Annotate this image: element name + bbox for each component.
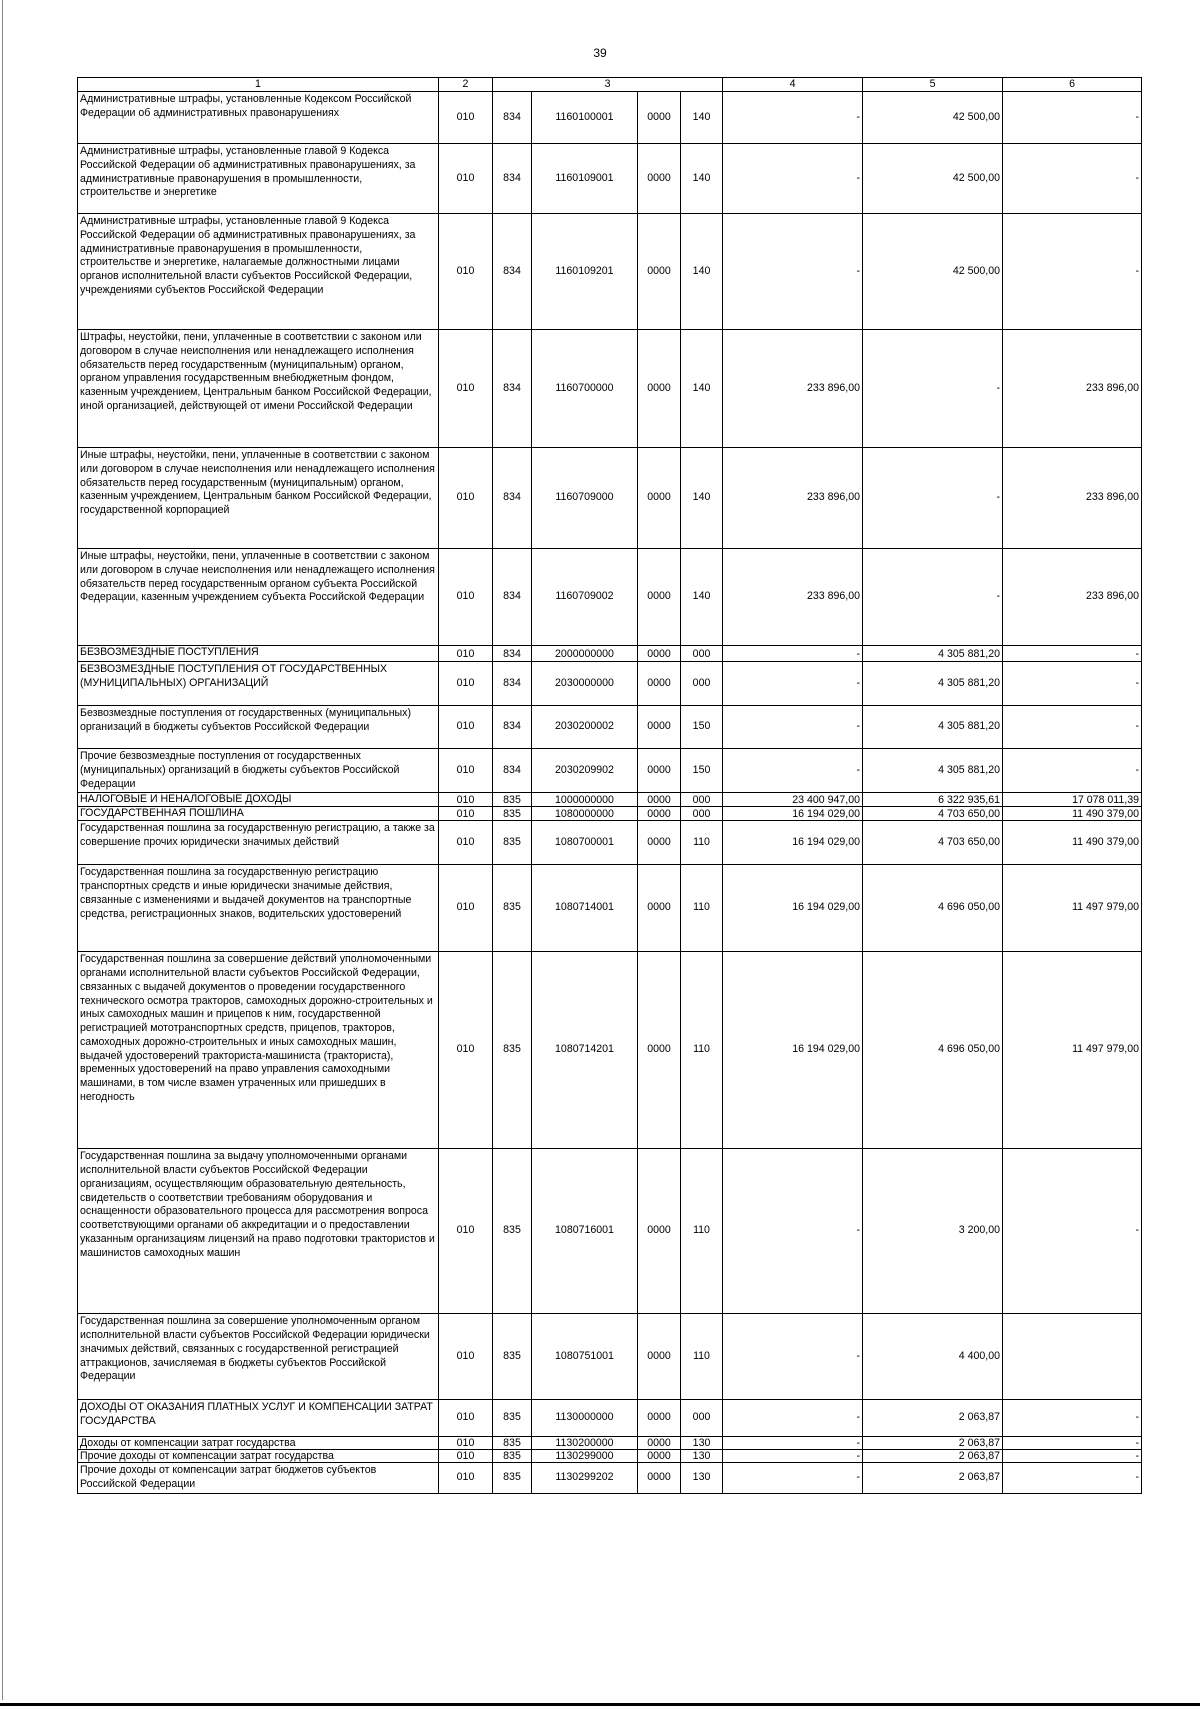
row-class-code: 140 — [681, 144, 723, 214]
row-description: НАЛОГОВЫЕ И НЕНАЛОГОВЫЕ ДОХОДЫ — [78, 793, 439, 807]
row-description: Прочие безвозмездные поступления от государственных (муниципальных) организаций в бюджеты субъектов Российской Федерации — [78, 749, 439, 793]
row-class-code: 000 — [681, 662, 723, 706]
row-value-col5: 4 400,00 — [863, 1314, 1003, 1400]
table-row — [78, 793, 1142, 807]
row-description: Доходы от компенсации затрат государства — [78, 1437, 439, 1450]
row-value-col4: 233 896,00 — [723, 549, 863, 646]
row-class-code: 110 — [681, 952, 723, 1149]
row-description: Прочие доходы от компенсации затрат бюджетов субъектов Российской Федерации — [78, 1463, 439, 1494]
row-value-col4: - — [723, 646, 863, 662]
table-row — [78, 214, 1142, 330]
row-description: Государственная пошлина за государственную регистрацию транспортных средств и иные юридически значимые действия, связанные с изменениями и выдачей документов на транспортные средства, регистрационных знаков, водительских удостоверений — [78, 865, 439, 952]
row-admin-code: 835 — [493, 1314, 532, 1400]
row-revenue-code: 1160709000 — [532, 448, 638, 549]
row-subcode: 0000 — [638, 793, 681, 807]
row-value-col5: 4 703 650,00 — [863, 807, 1003, 821]
row-subcode: 0000 — [638, 821, 681, 865]
row-description: Иные штрафы, неустойки, пени, уплаченные в соответствии с законом или договором в случае неисполнения или ненадлежащего исполнения обязательств перед государственным (муниципальным) органом, казенным учреждением, Центральным банком Российской Федерации, государственной корпорацией — [78, 448, 439, 549]
row-description: Государственная пошлина за совершение уполномоченным органом исполнительной власти субъектов Российской Федерации юридически значимых действий, связанных с государственной регистрацией аттракционов, зачисляемая в бюджеты субъектов Российской Федерации — [78, 1314, 439, 1400]
row-value-col5: - — [863, 448, 1003, 549]
row-admin-code: 835 — [493, 1149, 532, 1314]
row-col2-code: 010 — [439, 1400, 493, 1437]
row-value-col5: 4 305 881,20 — [863, 662, 1003, 706]
row-value-col6: - — [1003, 646, 1142, 662]
table-row — [78, 807, 1142, 821]
row-class-code: 140 — [681, 92, 723, 144]
row-col2-code: 010 — [439, 214, 493, 330]
row-subcode: 0000 — [638, 448, 681, 549]
row-description: Иные штрафы, неустойки, пени, уплаченные в соответствии с законом или договором в случае неисполнения или ненадлежащего исполнения обязательств перед государственным органом субъекта Российской Федерации, казенным учреждением субъекта Российской Федерации — [78, 549, 439, 646]
row-value-col4: 16 194 029,00 — [723, 952, 863, 1149]
row-value-col5: 2 063,87 — [863, 1463, 1003, 1494]
row-subcode: 0000 — [638, 1400, 681, 1437]
row-admin-code: 835 — [493, 1437, 532, 1450]
row-subcode: 0000 — [638, 330, 681, 448]
row-description: Государственная пошлина за выдачу уполномоченными органами исполнительной власти субъектов Российской Федерации организациям, осуществляющим образовательную деятельность, свидетельств о соответствии требованиям оборудования и оснащенности образовательного процесса для рассмотрения вопроса соответствующими органами об аккредитации и о предоставлении указанным организациям лицензий на право подготовки трактористов и машинистов самоходных машин — [78, 1149, 439, 1314]
row-col2-code: 010 — [439, 793, 493, 807]
header-col-4: 4 — [723, 78, 863, 92]
row-revenue-code: 1160709002 — [532, 549, 638, 646]
row-col2-code: 010 — [439, 646, 493, 662]
table-row — [78, 646, 1142, 662]
row-admin-code: 834 — [493, 549, 532, 646]
row-admin-code: 835 — [493, 1450, 532, 1463]
row-admin-code: 835 — [493, 793, 532, 807]
row-revenue-code: 1160100001 — [532, 92, 638, 144]
row-revenue-code: 1080714201 — [532, 952, 638, 1149]
row-class-code: 000 — [681, 1400, 723, 1437]
row-class-code: 140 — [681, 330, 723, 448]
row-col2-code: 010 — [439, 92, 493, 144]
row-value-col6: - — [1003, 1463, 1142, 1494]
table-row — [78, 1437, 1142, 1450]
table-row — [78, 865, 1142, 952]
row-col2-code: 010 — [439, 865, 493, 952]
row-value-col4: - — [723, 92, 863, 144]
row-class-code: 000 — [681, 793, 723, 807]
row-value-col4: - — [723, 1149, 863, 1314]
row-description: Государственная пошлина за государственную регистрацию, а также за совершение прочих юридически значимых действий — [78, 821, 439, 865]
row-description: Административные штрафы, установленные главой 9 Кодекса Российской Федерации об административных правонарушениях, за административные правонарушения в промышленности, строительстве и энергетике — [78, 144, 439, 214]
row-description: ДОХОДЫ ОТ ОКАЗАНИЯ ПЛАТНЫХ УСЛУГ И КОМПЕНСАЦИИ ЗАТРАТ ГОСУДАРСТВА — [78, 1400, 439, 1437]
row-description: Административные штрафы, установленные главой 9 Кодекса Российской Федерации об административных правонарушениях, за административные правонарушения в промышленности, строительстве и энергетике, налагаемые должностными лицами органов исполнительной власти субъектов Российской Федерации, учреждениями субъектов Российской Федерации — [78, 214, 439, 330]
row-admin-code: 834 — [493, 214, 532, 330]
row-subcode: 0000 — [638, 1463, 681, 1494]
row-admin-code: 835 — [493, 952, 532, 1149]
header-col-1: 1 — [78, 78, 439, 92]
table-row — [78, 1463, 1142, 1494]
table-row — [78, 92, 1142, 144]
table-row — [78, 749, 1142, 793]
row-value-col6: - — [1003, 1437, 1142, 1450]
row-value-col5: 42 500,00 — [863, 92, 1003, 144]
row-value-col4: - — [723, 749, 863, 793]
row-admin-code: 835 — [493, 1400, 532, 1437]
row-col2-code: 010 — [439, 1450, 493, 1463]
row-col2-code: 010 — [439, 1149, 493, 1314]
row-revenue-code: 1080751001 — [532, 1314, 638, 1400]
row-description: Государственная пошлина за совершение действий уполномоченными органами исполнительной власти субъектов Российской Федерации, связанных с выдачей документов о проведении государственного технического осмотра тракторов, самоходных дорожно-строительных и иных самоходных машин и прицепов к ним, государственной регистрацией мототранспортных средств, прицепов, тракторов, самоходных дорожно-строительных и иных самоходных машин, выдачей удостоверений тракториста-машиниста (тракториста), временных удостоверений на право управления самоходными машинами, в том числе взамен утраченных или пришедших в негодность — [78, 952, 439, 1149]
row-admin-code: 835 — [493, 1463, 532, 1494]
row-admin-code: 834 — [493, 646, 532, 662]
row-value-col4: 23 400 947,00 — [723, 793, 863, 807]
row-col2-code: 010 — [439, 706, 493, 749]
row-value-col6: 11 490 379,00 — [1003, 821, 1142, 865]
row-value-col6: - — [1003, 1400, 1142, 1437]
row-value-col4: - — [723, 1450, 863, 1463]
row-value-col6: 233 896,00 — [1003, 448, 1142, 549]
row-subcode: 0000 — [638, 1314, 681, 1400]
row-subcode: 0000 — [638, 1437, 681, 1450]
table-row — [78, 821, 1142, 865]
row-class-code: 130 — [681, 1450, 723, 1463]
row-value-col4: 233 896,00 — [723, 448, 863, 549]
row-value-col5: 4 305 881,20 — [863, 749, 1003, 793]
row-subcode: 0000 — [638, 214, 681, 330]
row-revenue-code: 1080714001 — [532, 865, 638, 952]
row-value-col5: 42 500,00 — [863, 214, 1003, 330]
row-revenue-code: 1080716001 — [532, 1149, 638, 1314]
row-value-col4: 16 194 029,00 — [723, 807, 863, 821]
row-subcode: 0000 — [638, 646, 681, 662]
row-value-col5: 2 063,87 — [863, 1437, 1003, 1450]
row-subcode: 0000 — [638, 1450, 681, 1463]
row-value-col5: 2 063,87 — [863, 1400, 1003, 1437]
row-value-col6: 11 497 979,00 — [1003, 865, 1142, 952]
row-revenue-code: 1160109001 — [532, 144, 638, 214]
row-description: ГОСУДАРСТВЕННАЯ ПОШЛИНА — [78, 807, 439, 821]
row-value-col6 — [1003, 1314, 1142, 1400]
row-value-col6: - — [1003, 1149, 1142, 1314]
table-row — [78, 706, 1142, 749]
row-revenue-code: 1130299000 — [532, 1450, 638, 1463]
row-value-col4: - — [723, 1437, 863, 1450]
row-revenue-code: 2030200002 — [532, 706, 638, 749]
row-subcode: 0000 — [638, 807, 681, 821]
row-value-col6: - — [1003, 749, 1142, 793]
row-col2-code: 010 — [439, 549, 493, 646]
row-revenue-code: 2030000000 — [532, 662, 638, 706]
row-subcode: 0000 — [638, 706, 681, 749]
row-admin-code: 834 — [493, 448, 532, 549]
table-row — [78, 448, 1142, 549]
row-value-col5: 2 063,87 — [863, 1450, 1003, 1463]
row-subcode: 0000 — [638, 144, 681, 214]
row-admin-code: 834 — [493, 662, 532, 706]
row-value-col5: 42 500,00 — [863, 144, 1003, 214]
row-description: БЕЗВОЗМЕЗДНЫЕ ПОСТУПЛЕНИЯ ОТ ГОСУДАРСТВЕННЫХ (МУНИЦИПАЛЬНЫХ) ОРГАНИЗАЦИЙ — [78, 662, 439, 706]
row-value-col5: 4 305 881,20 — [863, 646, 1003, 662]
row-value-col6: 17 078 011,39 — [1003, 793, 1142, 807]
row-value-col6: - — [1003, 144, 1142, 214]
row-subcode: 0000 — [638, 952, 681, 1149]
row-class-code: 110 — [681, 865, 723, 952]
row-value-col5: 4 305 881,20 — [863, 706, 1003, 749]
row-class-code: 000 — [681, 807, 723, 821]
table-row — [78, 1400, 1142, 1437]
header-col-2: 2 — [439, 78, 493, 92]
row-description: Прочие доходы от компенсации затрат государства — [78, 1450, 439, 1463]
row-class-code: 140 — [681, 549, 723, 646]
row-value-col4: - — [723, 1463, 863, 1494]
row-subcode: 0000 — [638, 865, 681, 952]
row-revenue-code: 1130299202 — [532, 1463, 638, 1494]
row-col2-code: 010 — [439, 1314, 493, 1400]
row-value-col5: 6 322 935,61 — [863, 793, 1003, 807]
row-revenue-code: 2000000000 — [532, 646, 638, 662]
row-description: БЕЗВОЗМЕЗДНЫЕ ПОСТУПЛЕНИЯ — [78, 646, 439, 662]
row-col2-code: 010 — [439, 807, 493, 821]
row-value-col4: 16 194 029,00 — [723, 865, 863, 952]
row-value-col6: 233 896,00 — [1003, 330, 1142, 448]
row-value-col6: 11 497 979,00 — [1003, 952, 1142, 1149]
row-revenue-code: 1080700001 — [532, 821, 638, 865]
row-class-code: 130 — [681, 1463, 723, 1494]
row-value-col5: 3 200,00 — [863, 1149, 1003, 1314]
row-admin-code: 834 — [493, 144, 532, 214]
row-value-col4: - — [723, 144, 863, 214]
page-number: 39 — [593, 46, 607, 60]
row-value-col5: 4 696 050,00 — [863, 952, 1003, 1149]
row-col2-code: 010 — [439, 821, 493, 865]
row-value-col4: - — [723, 214, 863, 330]
row-revenue-code: 2030209902 — [532, 749, 638, 793]
row-admin-code: 834 — [493, 330, 532, 448]
row-revenue-code: 1160700000 — [532, 330, 638, 448]
row-class-code: 110 — [681, 1314, 723, 1400]
row-value-col6: 233 896,00 — [1003, 549, 1142, 646]
row-col2-code: 010 — [439, 1437, 493, 1450]
row-value-col6: 11 490 379,00 — [1003, 807, 1142, 821]
revenue-table — [77, 77, 1142, 1494]
row-value-col5: 4 696 050,00 — [863, 865, 1003, 952]
header-col-6: 6 — [1003, 78, 1142, 92]
row-value-col5: 4 703 650,00 — [863, 821, 1003, 865]
header-row — [78, 78, 1142, 92]
row-value-col6: - — [1003, 662, 1142, 706]
row-value-col4: - — [723, 706, 863, 749]
row-col2-code: 010 — [439, 144, 493, 214]
header-col-5: 5 — [863, 78, 1003, 92]
scan-edge-line — [2, 0, 3, 1700]
table-row — [78, 1149, 1142, 1314]
row-admin-code: 835 — [493, 865, 532, 952]
row-subcode: 0000 — [638, 92, 681, 144]
row-class-code: 110 — [681, 821, 723, 865]
row-col2-code: 010 — [439, 749, 493, 793]
row-col2-code: 010 — [439, 1463, 493, 1494]
row-admin-code: 835 — [493, 821, 532, 865]
row-col2-code: 010 — [439, 330, 493, 448]
table-row — [78, 1450, 1142, 1463]
row-value-col4: - — [723, 1400, 863, 1437]
row-subcode: 0000 — [638, 749, 681, 793]
row-revenue-code: 1080000000 — [532, 807, 638, 821]
row-class-code: 150 — [681, 706, 723, 749]
row-revenue-code: 1000000000 — [532, 793, 638, 807]
row-class-code: 130 — [681, 1437, 723, 1450]
row-revenue-code: 1130200000 — [532, 1437, 638, 1450]
table-row — [78, 549, 1142, 646]
row-value-col4: - — [723, 662, 863, 706]
table-row — [78, 662, 1142, 706]
row-value-col6: - — [1003, 706, 1142, 749]
scan-bottom-border — [0, 1703, 1200, 1706]
row-description: Административные штрафы, установленные Кодексом Российской Федерации об административных правонарушениях — [78, 92, 439, 144]
row-value-col5: - — [863, 330, 1003, 448]
row-value-col5: - — [863, 549, 1003, 646]
row-admin-code: 834 — [493, 749, 532, 793]
row-description: Безвозмездные поступления от государственных (муниципальных) организаций в бюджеты субъектов Российской Федерации — [78, 706, 439, 749]
row-description: Штрафы, неустойки, пени, уплаченные в соответствии с законом или договором в случае неисполнения или ненадлежащего исполнения обязательств перед государственным (муниципальным) органом, органом управления государственным внебюджетным фондом, казенным учреждением, Центральным банком Российской Федерации, иной организацией, действующей от имени Российской Федерации — [78, 330, 439, 448]
row-value-col4: 16 194 029,00 — [723, 821, 863, 865]
row-revenue-code: 1130000000 — [532, 1400, 638, 1437]
row-class-code: 110 — [681, 1149, 723, 1314]
row-class-code: 150 — [681, 749, 723, 793]
row-col2-code: 010 — [439, 448, 493, 549]
row-admin-code: 835 — [493, 807, 532, 821]
table-body — [78, 92, 1142, 1494]
row-value-col6: - — [1003, 1450, 1142, 1463]
table-row — [78, 952, 1142, 1149]
row-class-code: 000 — [681, 646, 723, 662]
header-col-3: 3 — [493, 78, 723, 92]
row-class-code: 140 — [681, 448, 723, 549]
row-value-col4: 233 896,00 — [723, 330, 863, 448]
table-row — [78, 1314, 1142, 1400]
row-subcode: 0000 — [638, 662, 681, 706]
row-value-col6: - — [1003, 92, 1142, 144]
row-value-col6: - — [1003, 214, 1142, 330]
row-value-col4: - — [723, 1314, 863, 1400]
row-col2-code: 010 — [439, 662, 493, 706]
row-subcode: 0000 — [638, 1149, 681, 1314]
table-row — [78, 330, 1142, 448]
table-row — [78, 144, 1142, 214]
row-subcode: 0000 — [638, 549, 681, 646]
row-class-code: 140 — [681, 214, 723, 330]
row-admin-code: 834 — [493, 706, 532, 749]
row-admin-code: 834 — [493, 92, 532, 144]
row-revenue-code: 1160109201 — [532, 214, 638, 330]
row-col2-code: 010 — [439, 952, 493, 1149]
